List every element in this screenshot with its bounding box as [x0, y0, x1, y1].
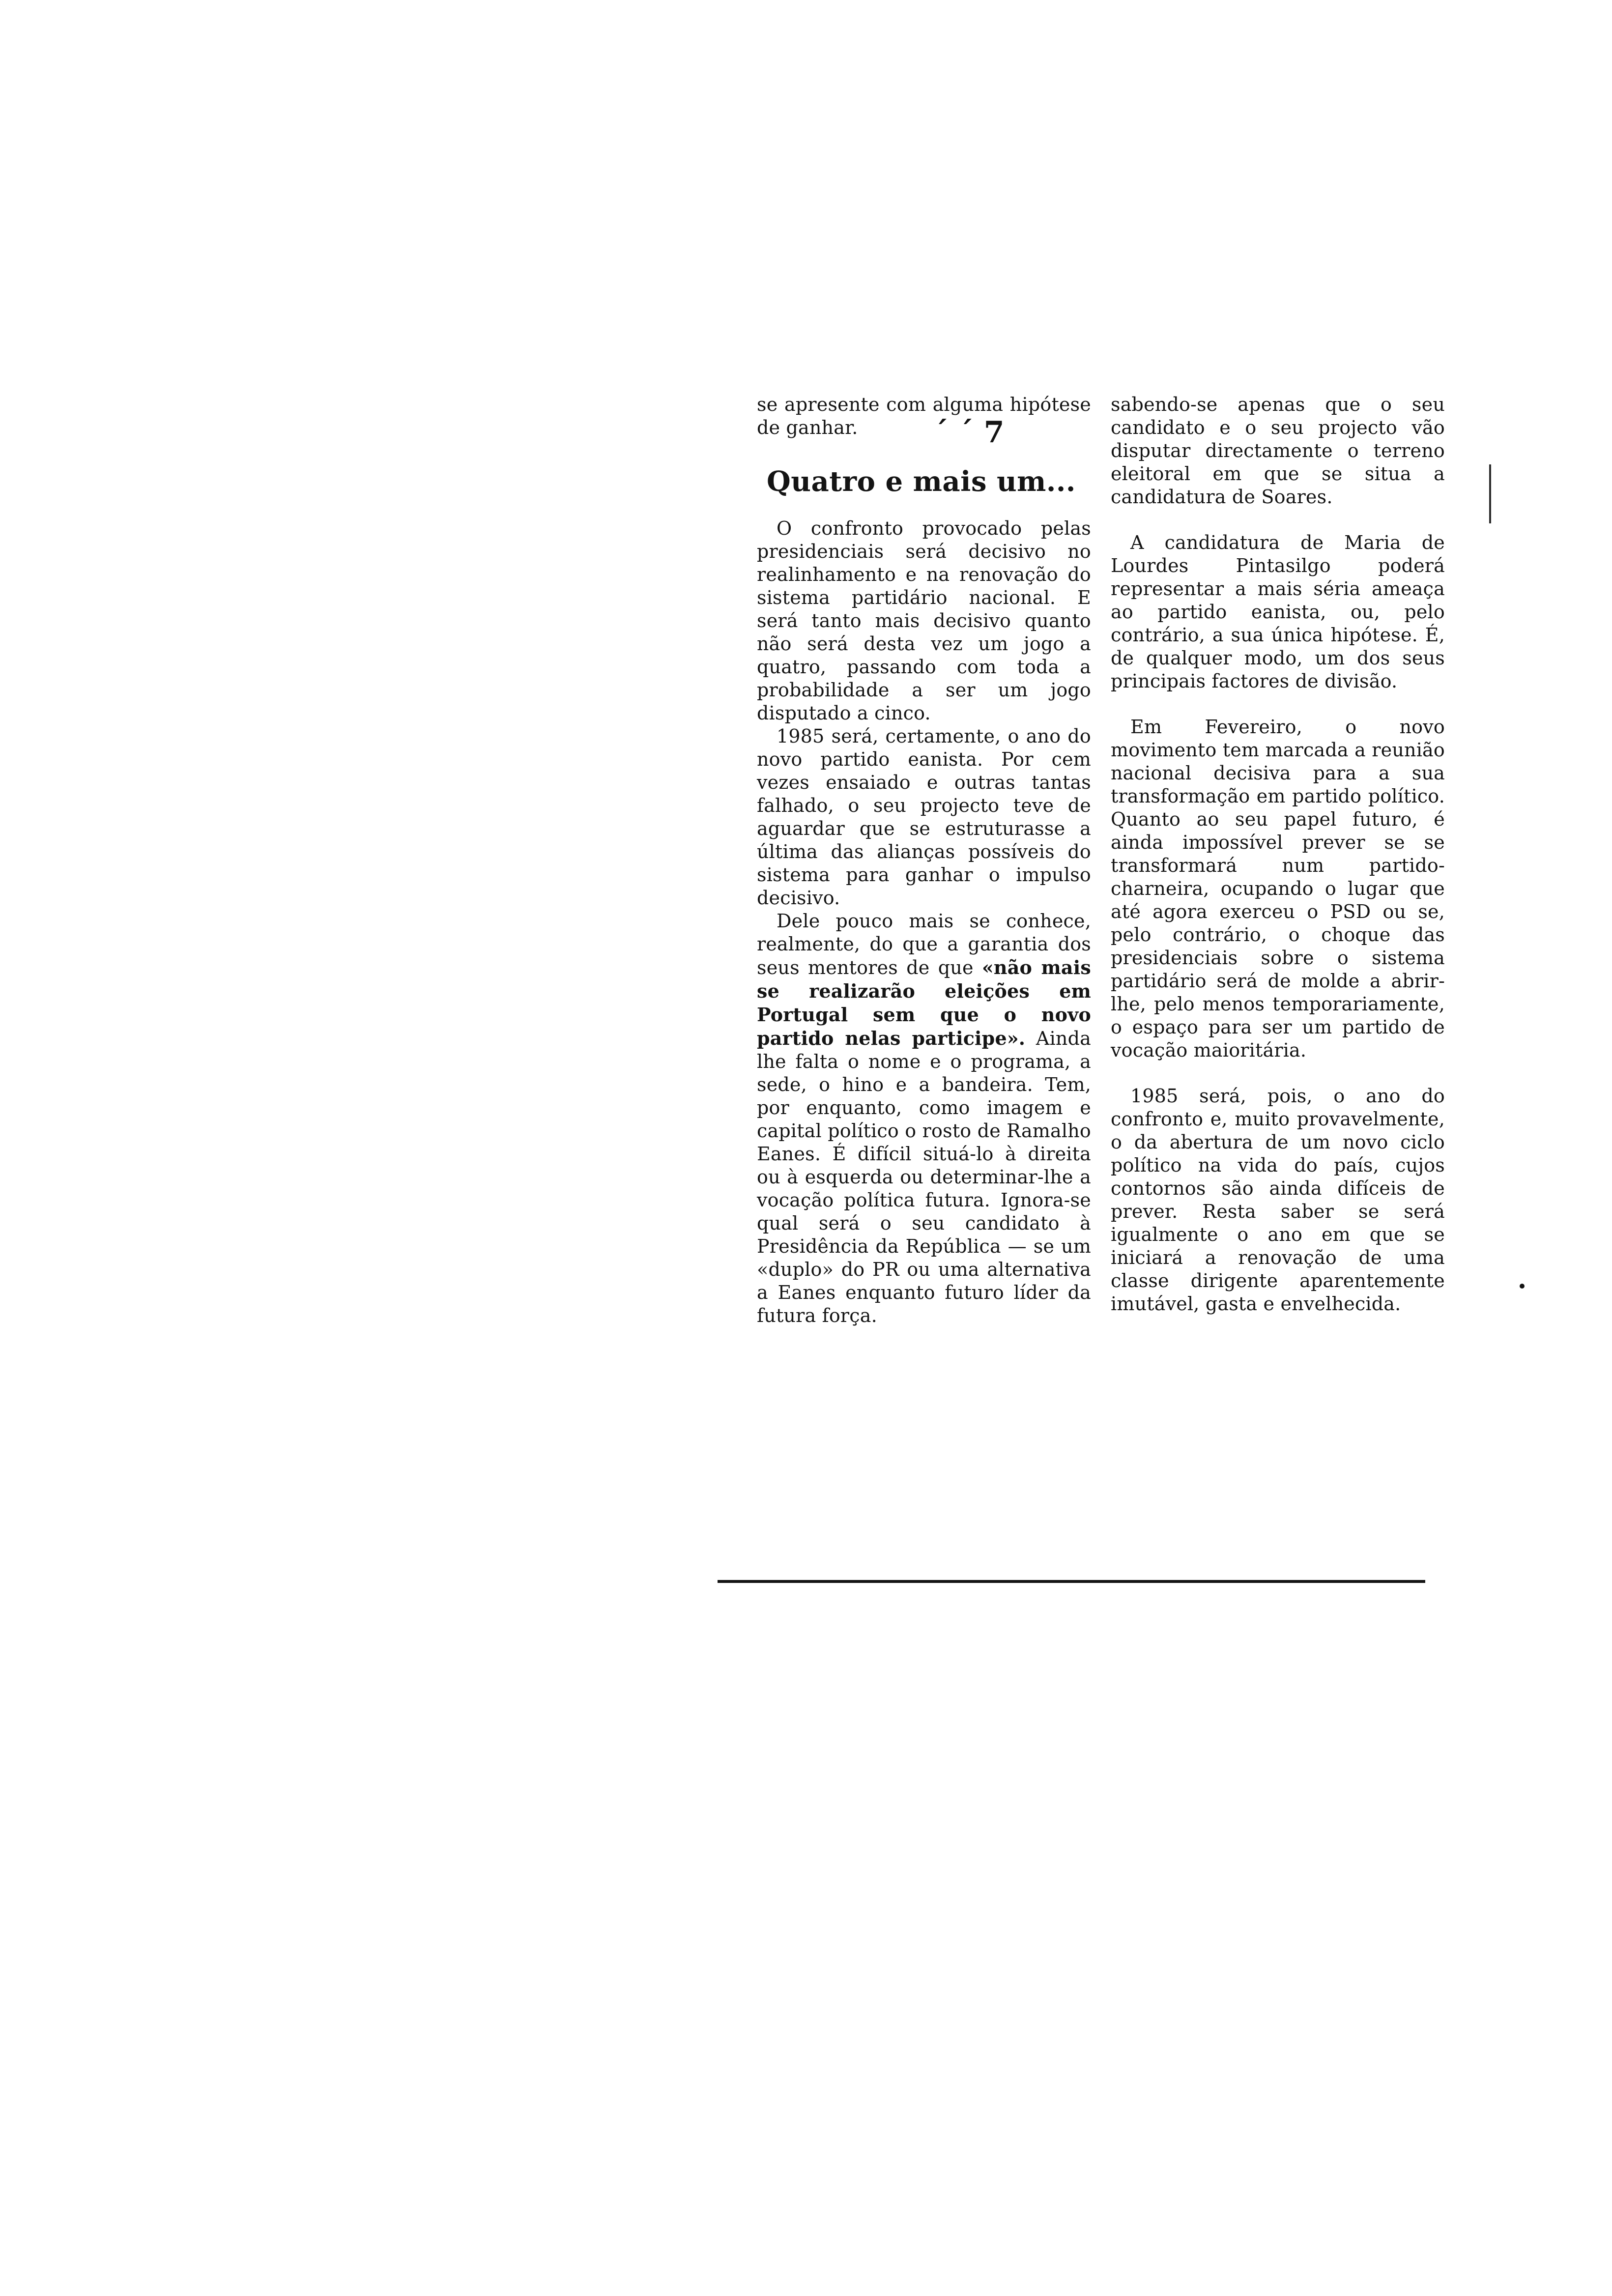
quote-lead-in: Dele pouco mais se conhece, realmente, do que a garantia dos seus mentores de que	[757, 910, 1091, 978]
bold-quote: «não mais se realizarão eleições em Portugal sem que o novo partido nelas participe».	[757, 956, 1091, 1049]
newspaper-clipping	[708, 393, 1445, 1602]
article-paragraph: 1985 será, certamente, o ano do novo partido eanista. Por cem vezes ensaiado e outras tantas falhado, o seu projecto teve de aguardar que se estruturasse a última das alianças possíveis do sistema para ganhar o impulso decisivo.	[757, 725, 1091, 909]
article-paragraph-with-quote	[757, 910, 1091, 1327]
lead-fragment: se apresente com alguma hipótese de ganhar.	[757, 394, 1091, 438]
bottom-rule	[718, 1580, 1425, 1583]
article-paragraph: 1985 será, pois, o ano do confronto e, muito provavelmente, o da abertura de um novo ciclo político na vida do país, cujos contornos são ainda difíceis de prever. Resta saber se será igualmente o ano em que se iniciará a renovação de uma classe dirigente aparentemente imutável, gasta e envelhecida.	[1111, 1085, 1445, 1315]
right-edge-mark	[1489, 464, 1491, 523]
left-column	[757, 393, 1091, 1327]
right-column	[1111, 393, 1445, 1316]
article-paragraph: A candidatura de Maria de Lourdes Pintasilgo poderá representar a mais séria ameaça ao partido eanista, ou, pelo contrário, a sua única hipótese. É, de qualquer modo, um dos seus principais factores de divisão.	[1111, 532, 1445, 692]
stray-dot	[1520, 1284, 1525, 1289]
section-headline: Quatro e mais um...	[767, 465, 1076, 498]
quote-continuation: Ainda lhe falta o nome e o programa, a sede, o hino e a bandeira. Tem, por enquanto, como imagem e capital político o rosto de Ramalho Eanes. É difícil situá-lo à direita ou à esquerda ou determinar-lhe a vocação política futura. Ignora-se qual será o seu candidato à Presidência da República — se um «duplo» do PR ou uma alternativa a Eanes enquanto futuro líder da futura força.	[757, 1028, 1091, 1326]
article-paragraph: O confronto provocado pelas presidenciais será decisivo no realinhamento e na renovação do sistema partidário nacional. E será tanto mais decisivo quanto não será desta vez um jogo a quatro, passando com toda a probabilidade a ser um jogo disputado a cinco.	[757, 517, 1091, 724]
top-page-mark: ˊ ˊ 7	[934, 415, 1005, 450]
article-paragraph: Em Fevereiro, o novo movimento tem marcada a reunião nacional decisiva para a sua transformação em partido político. Quanto ao seu papel futuro, é ainda impossível prever se se transformará num partido-charneira, ocupando o lugar que até agora exerceu o PSD ou se, pelo contrário, o choque das presidenciais sobre o sistema partidário será de molde a abrir-lhe, pelo menos temporariamente, o espaço para ser um partido de vocação maioritária.	[1111, 716, 1445, 1061]
article-paragraph: sabendo-se apenas que o seu candidato e o seu projecto vão disputar directamente o terreno eleitoral em que se situa a candidatura de Soares.	[1111, 394, 1445, 508]
